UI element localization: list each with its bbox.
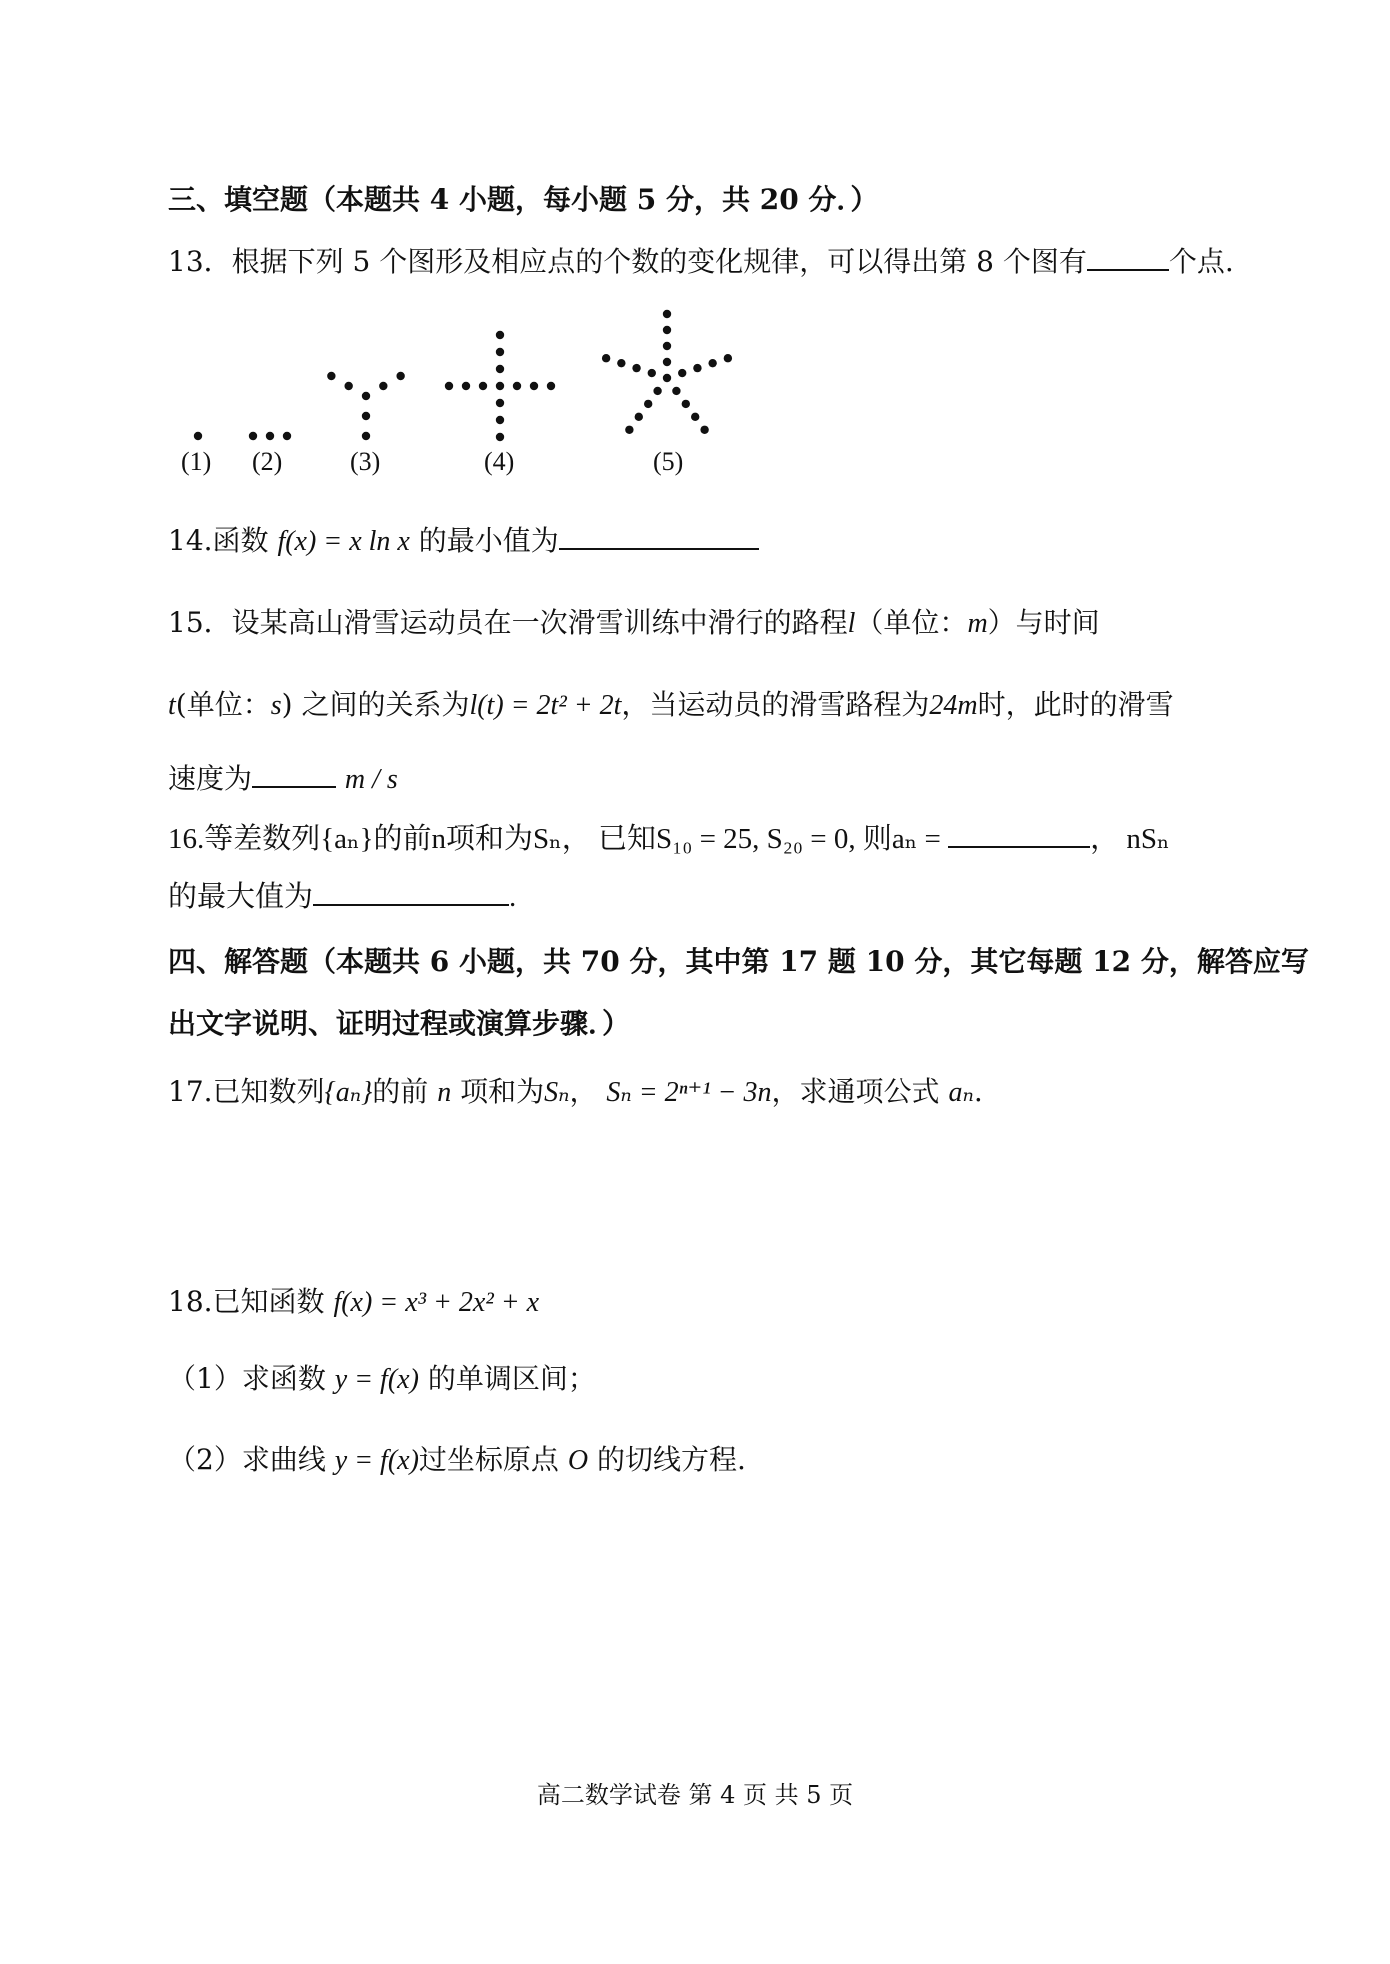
q17-formula: Sₙ = 2ⁿ⁺¹ − 3n xyxy=(606,1077,772,1108)
dot xyxy=(653,387,661,395)
q14-formula: f(x) = x ln x xyxy=(277,526,410,557)
q15-unit-speed: m / s xyxy=(344,764,398,795)
q16-text: ， xyxy=(1090,823,1120,855)
dot xyxy=(362,432,370,440)
dot xyxy=(283,432,291,440)
dot xyxy=(496,399,504,407)
q14-text: 14.函数 xyxy=(168,524,269,557)
q18-text: （1）求函数 xyxy=(168,1362,326,1395)
dot xyxy=(663,326,671,334)
figure-caption: (4) xyxy=(484,447,515,476)
q14-suffix: 的最小值为 xyxy=(418,524,559,557)
q16-nsn: nSₙ xyxy=(1126,823,1170,855)
dot xyxy=(496,331,504,339)
dot xyxy=(693,364,701,372)
question-15-line-1 xyxy=(168,606,1100,641)
dot xyxy=(479,382,487,390)
dot xyxy=(496,365,504,373)
dot xyxy=(496,382,504,390)
dot xyxy=(617,359,625,367)
dot xyxy=(678,369,686,377)
question-18 xyxy=(168,1285,539,1320)
q17-text: 17.已知数列 xyxy=(168,1075,325,1108)
dot xyxy=(362,412,370,420)
q15-text: （单位： xyxy=(855,606,968,639)
dot xyxy=(691,413,699,421)
dot xyxy=(496,348,504,356)
dot xyxy=(266,432,274,440)
dot xyxy=(700,426,708,434)
dot xyxy=(496,416,504,424)
answer-blank xyxy=(559,522,759,550)
figure-caption: (1) xyxy=(181,447,212,476)
q18-text: 18.已知函数 xyxy=(168,1285,325,1318)
dot xyxy=(663,310,671,318)
q18-part1-formula: y = f(x) xyxy=(334,1364,419,1395)
dot xyxy=(194,432,202,440)
question-18-part-1 xyxy=(168,1362,596,1397)
q15-unit-s: s xyxy=(270,690,282,721)
q17-an: aₙ xyxy=(948,1077,974,1108)
dot xyxy=(644,400,652,408)
dot xyxy=(625,426,633,434)
answer-blank xyxy=(252,760,336,788)
q16-sequence: {aₙ} xyxy=(320,823,374,855)
q15-distance: 24m xyxy=(929,690,978,721)
dot xyxy=(379,382,387,390)
q18-text: 的切线方程. xyxy=(596,1443,746,1476)
dot xyxy=(547,382,555,390)
dot xyxy=(396,372,404,380)
dot xyxy=(682,400,690,408)
dot xyxy=(635,413,643,421)
q17-text: 项和为 xyxy=(460,1075,545,1108)
section-4-heading-line-1: 四、解答题（本题共 6 小题，共 70 分，其中第 17 题 10 分，其它每题 12 分，解答应写 xyxy=(168,945,1309,978)
q16-text: 的前n项和为Sₙ， xyxy=(373,823,591,855)
q15-formula: l(t) = 2t² + 2t xyxy=(469,690,622,721)
q15-text: ) 之间的关系为 xyxy=(281,688,470,721)
question-16-line-1 xyxy=(168,820,1170,857)
dot xyxy=(327,372,335,380)
dot xyxy=(663,374,671,382)
q18-text: 的单调区间； xyxy=(427,1362,596,1395)
answer-blank xyxy=(1087,243,1169,271)
dot xyxy=(249,432,257,440)
q15-text: ，当运动员的滑雪路程为 xyxy=(621,688,930,721)
q17-text: 的前 xyxy=(372,1075,429,1108)
q15-var-t: t xyxy=(168,690,176,721)
q15-text: 15．设某高山滑雪运动员在一次滑雪训练中滑行的路程 xyxy=(168,606,848,639)
question-15-line-3 xyxy=(168,760,398,797)
q13-text: 13．根据下列 5 个图形及相应点的个数的变化规律，可以得出第 8 个图有 xyxy=(168,245,1087,278)
dot xyxy=(663,342,671,350)
q17-sequence: {aₙ} xyxy=(324,1077,373,1108)
answer-blank xyxy=(313,878,509,906)
page-footer: 高二数学试卷 第 4 页 共 5 页 xyxy=(536,1781,854,1809)
dot xyxy=(513,382,521,390)
dot xyxy=(362,392,370,400)
q15-text: ）与时间 xyxy=(987,606,1100,639)
dot xyxy=(632,364,640,372)
q15-var-l: l xyxy=(847,608,856,639)
q15-text: (单位： xyxy=(175,688,271,721)
dot xyxy=(663,358,671,366)
q18-origin-o: O xyxy=(567,1445,589,1476)
answer-blank xyxy=(948,820,1090,848)
q16-text: . xyxy=(509,881,517,913)
dot xyxy=(708,359,716,367)
section-3-heading: 三、填空题（本题共 4 小题，每小题 5 分，共 20 分．） xyxy=(168,183,879,216)
figure-caption: (2) xyxy=(252,447,283,476)
q18-text: 过坐标原点 xyxy=(418,1443,559,1476)
dot xyxy=(672,387,680,395)
dot xyxy=(724,354,732,362)
q18-part2-formula: y = f(x) xyxy=(334,1445,419,1476)
q15-unit-m: m xyxy=(967,608,988,639)
figure-caption: (5) xyxy=(653,447,684,476)
question-13 xyxy=(168,243,1234,279)
dot xyxy=(602,354,610,362)
q18-formula: f(x) = x³ + 2x² + x xyxy=(333,1287,540,1318)
q17-text: ，求通项公式 xyxy=(771,1075,940,1108)
q16-formula: 已知S₁₀ = 25, S₂₀ = 0, 则aₙ = xyxy=(597,823,941,855)
figure-caption: (3) xyxy=(350,447,381,476)
dot xyxy=(496,433,504,441)
q18-text: （2）求曲线 xyxy=(168,1443,326,1476)
question-18-part-2 xyxy=(168,1443,746,1478)
q16-text: 的最大值为 xyxy=(168,881,314,913)
dot xyxy=(445,382,453,390)
q16-text: 16.等差数列 xyxy=(168,823,321,855)
q15-text: 速度为 xyxy=(168,762,253,795)
q17-sn: Sₙ xyxy=(544,1077,570,1108)
dot xyxy=(648,369,656,377)
question-16-line-2 xyxy=(168,878,516,915)
question-15-line-2 xyxy=(168,688,1174,723)
q13-suffix: 个点. xyxy=(1168,245,1234,278)
q17-n: n xyxy=(437,1077,452,1108)
q15-text: 时，此时的滑雪 xyxy=(977,688,1174,721)
q17-text: ， xyxy=(569,1075,598,1108)
dot xyxy=(344,382,352,390)
question-14 xyxy=(168,522,759,559)
dot xyxy=(462,382,470,390)
question-17 xyxy=(168,1075,983,1110)
dot xyxy=(530,382,538,390)
section-4-heading-line-2: 出文字说明、证明过程或演算步骤．） xyxy=(168,1007,631,1040)
q17-text: . xyxy=(973,1075,983,1108)
